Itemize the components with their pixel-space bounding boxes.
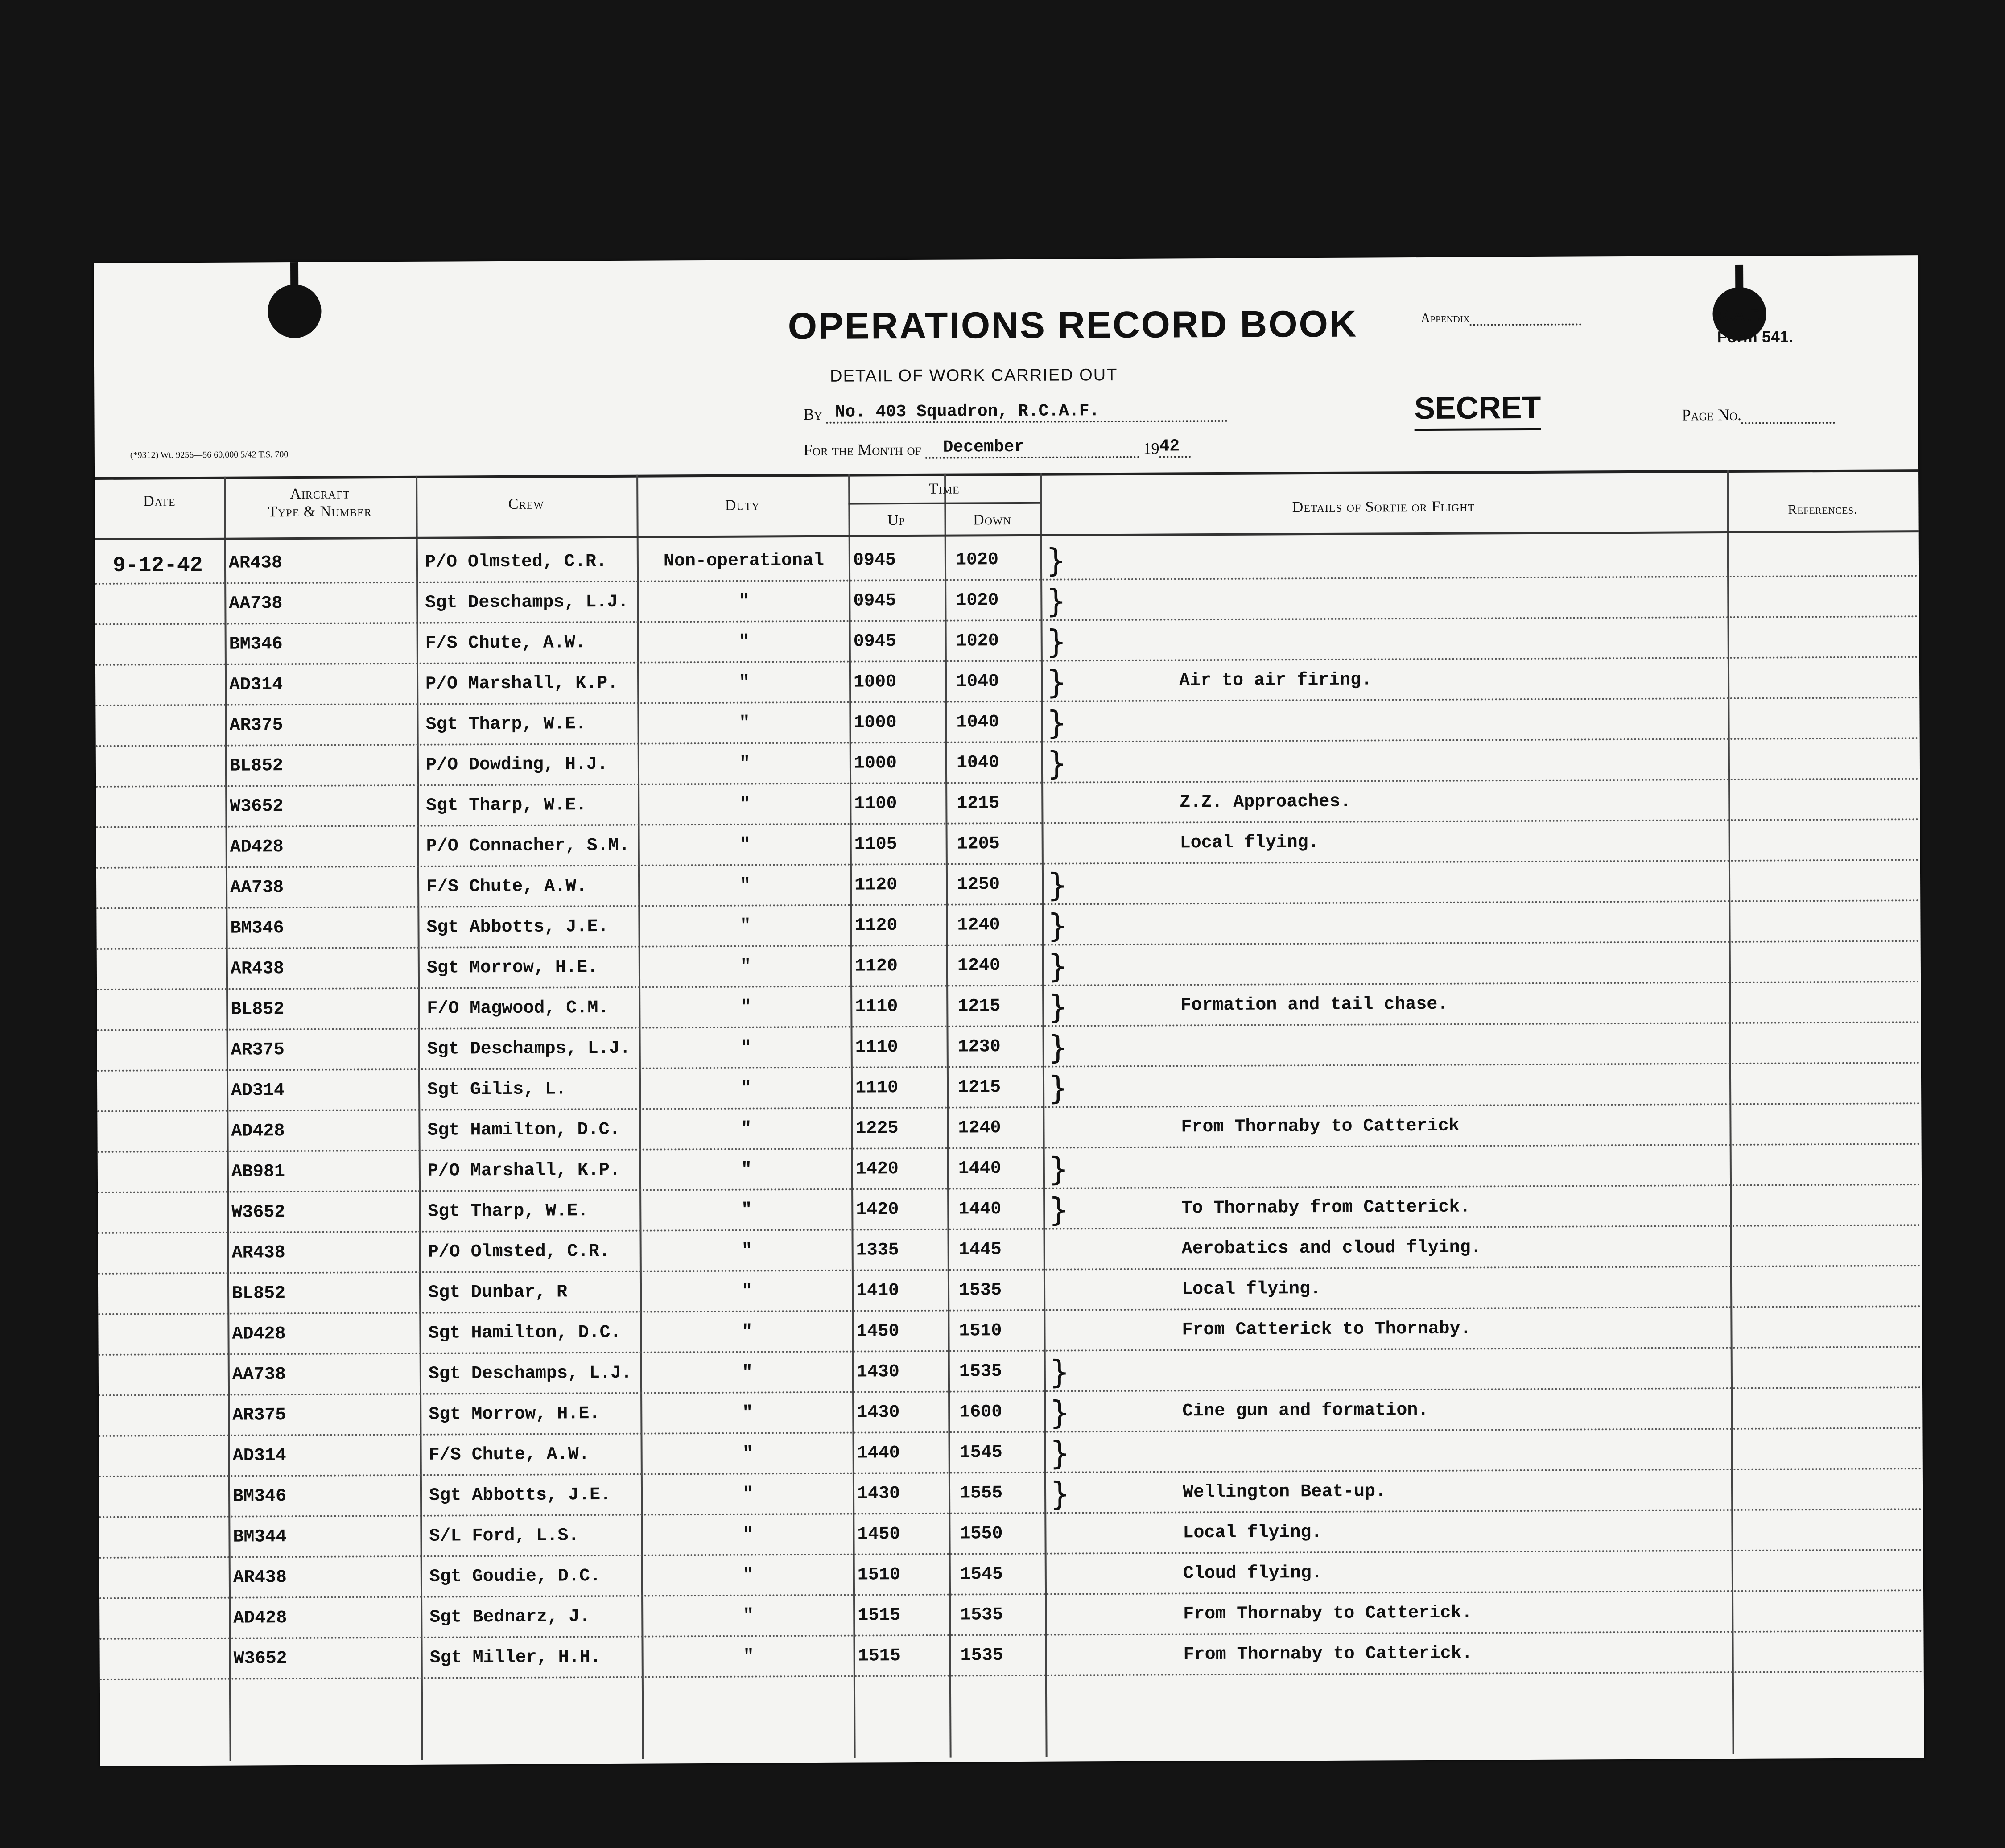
group-brace: } [1048, 1069, 1069, 1107]
crew-cell: F/S Chute, A.W. [429, 1444, 590, 1465]
column-header-crew: Crew [508, 495, 544, 512]
crew-cell: Sgt Miller, H.H. [429, 1647, 601, 1668]
duty-cell: " [741, 1119, 752, 1139]
table-row [99, 1388, 1922, 1437]
crew-cell: Sgt Gilis, L. [427, 1079, 567, 1100]
crew-cell: Sgt Tharp, W.E. [425, 714, 586, 735]
table-row [96, 820, 1920, 869]
time-down-cell: 1545 [960, 1564, 1003, 1585]
table-row [98, 1307, 1922, 1356]
time-down-cell: 1555 [959, 1483, 1003, 1504]
aircraft-cell: AR375 [232, 1405, 286, 1426]
aircraft-cell: AD428 [232, 1324, 286, 1345]
group-brace: } [1045, 541, 1066, 579]
time-up-cell: 1225 [855, 1118, 899, 1139]
details-cell: Wellington Beat-up. [1182, 1481, 1386, 1503]
group-brace: } [1046, 704, 1067, 742]
time-down-cell: 1535 [960, 1605, 1003, 1625]
time-down-cell: 1020 [955, 550, 999, 570]
time-down-cell: 1535 [958, 1280, 1002, 1301]
aircraft-cell: AD314 [231, 1081, 285, 1101]
aircraft-cell: W3652 [231, 1202, 285, 1223]
time-down-cell: 1545 [959, 1443, 1002, 1463]
time-up-cell: 0945 [853, 631, 896, 652]
crew-cell: Sgt Deschamps, L.J. [428, 1363, 632, 1384]
time-down-cell: 1215 [957, 996, 1001, 1017]
crew-cell: Sgt Goudie, D.C. [429, 1566, 601, 1587]
time-down-cell: 1020 [956, 590, 999, 611]
column-header-time: Time [928, 480, 960, 497]
duty-cell: " [740, 957, 751, 977]
page-title: OPERATIONS RECORD BOOK [788, 302, 1358, 347]
table-row [97, 1023, 1921, 1072]
page-label: Page No. [1682, 405, 1742, 424]
table-row [99, 1551, 1923, 1599]
time-up-cell: 1110 [855, 997, 898, 1017]
crew-cell: Sgt Morrow, H.E. [426, 957, 598, 978]
duty-cell: " [742, 1484, 754, 1505]
duty-cell: " [743, 1565, 754, 1586]
table-row [95, 658, 1919, 706]
column-header-duty: Duty [725, 497, 760, 514]
column-header-up: Up [887, 512, 906, 529]
table-row [99, 1429, 1922, 1477]
group-brace: } [1048, 988, 1069, 1026]
group-brace: } [1047, 907, 1068, 945]
crew-cell: P/O Dowding, H.J. [425, 754, 608, 776]
time-up-cell: 1410 [856, 1281, 899, 1301]
duty-cell: " [743, 1646, 754, 1667]
details-cell: From Catterick to Thornaby. [1182, 1319, 1471, 1341]
crew-cell: P/O Olmsted, C.R. [428, 1241, 610, 1262]
year-value: 42 [1159, 437, 1190, 458]
duty-cell: " [742, 1362, 753, 1383]
table-row [96, 780, 1920, 828]
duty-cell: " [740, 1038, 751, 1058]
duty-cell: " [743, 1525, 754, 1545]
time-up-cell: 1440 [857, 1443, 900, 1464]
aircraft-cell: AA738 [232, 1365, 286, 1385]
crew-cell: F/S Chute, A.W. [426, 876, 587, 897]
group-brace: } [1047, 866, 1068, 904]
crew-cell: S/L Ford, L.S. [429, 1526, 579, 1547]
time-down-cell: 1040 [956, 753, 1000, 773]
table-row [97, 982, 1921, 1031]
aircraft-cell: BL852 [231, 999, 285, 1020]
group-brace: } [1047, 947, 1068, 985]
column-header-date: Date [143, 493, 176, 510]
table-row [99, 1510, 1923, 1559]
time-down-cell: 1040 [956, 712, 999, 733]
crew-cell: Sgt Bednarz, J. [429, 1607, 590, 1628]
details-cell: Aerobatics and cloud flying. [1181, 1238, 1481, 1259]
column-header-details: Details of Sortie or Flight [1292, 498, 1475, 516]
group-brace: } [1046, 663, 1067, 701]
aircraft-cell: AA738 [229, 594, 283, 614]
group-brace: } [1048, 1191, 1069, 1229]
aircraft-cell: BL852 [229, 756, 284, 776]
duty-cell: " [742, 1322, 753, 1342]
time-down-cell: 1215 [957, 793, 1000, 814]
table-row [99, 1348, 1922, 1396]
duty-cell: " [742, 1403, 753, 1423]
time-down-cell: 1240 [957, 956, 1001, 976]
duty-cell: " [740, 997, 751, 1018]
duty-cell: " [739, 875, 751, 896]
time-down-cell: 1445 [958, 1240, 1002, 1260]
crew-cell: Sgt Deschamps, L.J. [427, 1038, 631, 1060]
duty-cell: Non-operational [663, 550, 825, 572]
table-row [97, 942, 1921, 990]
crew-cell: Sgt Morrow, H.E. [429, 1404, 600, 1425]
duty-cell: " [742, 1444, 753, 1464]
time-up-cell: 1110 [855, 1037, 898, 1058]
duty-cell: " [739, 672, 750, 693]
time-up-cell: 0945 [853, 591, 896, 611]
details-cell: Local flying. [1180, 833, 1319, 854]
duty-cell: " [741, 1159, 752, 1180]
month-value: December [925, 437, 1139, 459]
time-up-cell: 1430 [856, 1362, 899, 1382]
duty-cell: " [743, 1606, 754, 1626]
column-header-aircraft-line2: Type & Number [268, 503, 372, 520]
year-prefix: 19 [1143, 439, 1159, 458]
table-row [98, 1145, 1922, 1193]
time-up-cell: 1450 [856, 1321, 899, 1342]
table-row [97, 1104, 1921, 1153]
crew-cell: Sgt Abbotts, J.E. [426, 916, 609, 938]
appendix-blank [1470, 314, 1581, 326]
time-up-cell: 1120 [854, 956, 898, 977]
crew-cell: P/O Marshall, K.P. [427, 1160, 621, 1181]
table-row [96, 861, 1920, 909]
crew-cell: F/O Magwood, C.M. [427, 998, 609, 1019]
time-up-cell: 1510 [857, 1565, 900, 1585]
page-number-line [1682, 405, 1835, 424]
crew-cell: Sgt Hamilton, D.C. [428, 1322, 621, 1344]
details-cell: Z.Z. Approaches. [1180, 792, 1351, 813]
table-row [95, 577, 1919, 625]
group-brace: } [1048, 1150, 1069, 1188]
details-cell: Cloud flying. [1183, 1563, 1323, 1584]
time-up-cell: 1420 [855, 1159, 899, 1180]
column-header-aircraft [224, 485, 416, 521]
time-up-cell: 1110 [855, 1078, 899, 1098]
group-brace: } [1049, 1475, 1071, 1513]
details-cell: Local flying. [1183, 1522, 1322, 1543]
aircraft-cell: BM346 [229, 634, 283, 655]
squadron-value: No. 403 Squadron, R.C.A.F. [826, 401, 1227, 424]
time-up-cell: 1515 [858, 1605, 901, 1626]
aircraft-cell: AB981 [231, 1162, 285, 1182]
aircraft-cell: AR438 [230, 959, 285, 979]
aircraft-cell: AD428 [231, 1121, 285, 1142]
duty-cell: " [738, 632, 750, 652]
duty-cell: " [739, 835, 751, 855]
group-brace: } [1049, 1434, 1070, 1472]
aircraft-cell: AR438 [231, 1243, 285, 1263]
aircraft-cell: AR438 [233, 1568, 287, 1588]
duty-cell: " [738, 591, 750, 612]
time-down-cell: 1600 [959, 1402, 1002, 1423]
aircraft-cell: BL852 [231, 1283, 286, 1304]
aircraft-cell: AR375 [231, 1040, 285, 1060]
table-row [98, 1266, 1922, 1315]
time-down-cell: 1440 [958, 1159, 1001, 1179]
time-down-cell: 1440 [958, 1199, 1002, 1220]
time-down-cell: 1040 [956, 672, 999, 692]
time-down-cell: 1230 [957, 1037, 1001, 1057]
time-down-cell: 1205 [957, 834, 1000, 854]
table-row [99, 1632, 1923, 1680]
details-cell: From Thornaby to Catterick [1181, 1116, 1460, 1138]
appendix-line [1420, 310, 1581, 326]
crew-cell: Sgt Abbotts, J.E. [429, 1485, 611, 1506]
details-cell: From Thornaby to Catterick. [1183, 1643, 1473, 1665]
duty-cell: " [741, 1241, 752, 1261]
aircraft-cell: AR375 [229, 715, 283, 736]
table-top-rule [95, 469, 1918, 480]
table-row [99, 1591, 1923, 1640]
form-code-line1: R.A.F. [1717, 306, 1762, 325]
time-down-cell: 1215 [957, 1077, 1001, 1098]
by-label: By [803, 405, 822, 424]
time-up-cell: 1100 [854, 794, 897, 814]
time-up-cell: 1430 [857, 1402, 900, 1423]
group-brace: } [1048, 1028, 1069, 1066]
appendix-label: Appendix [1420, 310, 1470, 326]
crew-cell: Sgt Hamilton, D.C. [427, 1119, 620, 1141]
time-up-cell: 1120 [854, 875, 898, 895]
month-line [804, 437, 1191, 459]
form-code [1717, 305, 1793, 348]
aircraft-cell: BM346 [230, 918, 284, 939]
details-cell: Air to air firing. [1179, 670, 1372, 691]
duty-cell: " [740, 916, 751, 936]
aircraft-cell: AD428 [233, 1608, 287, 1629]
details-cell: From Thornaby to Catterick. [1183, 1603, 1473, 1625]
table-row [95, 536, 1919, 585]
aircraft-cell: BM346 [232, 1486, 287, 1507]
time-down-cell: 1535 [959, 1361, 1002, 1382]
aircraft-cell: AD428 [230, 837, 284, 858]
time-up-cell: 1000 [854, 713, 897, 733]
table-row [97, 1064, 1921, 1112]
duty-cell: " [740, 1078, 752, 1099]
form-code-line2: Form 541. [1717, 327, 1793, 346]
time-up-cell: 1000 [854, 672, 897, 693]
crew-cell: F/S Chute, A.W. [425, 633, 586, 654]
time-down-cell: 1550 [960, 1524, 1003, 1544]
time-up-cell: 1450 [857, 1524, 900, 1545]
time-up-cell: 1105 [854, 834, 897, 855]
table-row [98, 1185, 1922, 1234]
time-up-cell: 1515 [858, 1646, 901, 1666]
record-sheet [94, 255, 1924, 1766]
crew-cell: P/O Olmsted, C.R. [425, 551, 607, 573]
table-row [96, 901, 1920, 950]
table-row [96, 739, 1920, 788]
punch-hole-left [268, 285, 322, 338]
aircraft-cell: W3652 [233, 1649, 287, 1669]
time-up-cell: 1430 [857, 1484, 900, 1504]
time-down-cell: 1535 [960, 1646, 1003, 1666]
crew-cell: Sgt Tharp, W.E. [426, 795, 587, 816]
table-row [99, 1469, 1923, 1518]
duty-cell: " [739, 794, 751, 815]
time-up-cell: 1000 [854, 753, 897, 774]
aircraft-cell: W3652 [230, 796, 284, 817]
month-label: For the Month of [803, 440, 921, 459]
time-up-cell: 1120 [854, 916, 898, 936]
aircraft-cell: AD314 [232, 1446, 286, 1466]
group-brace: } [1046, 582, 1067, 620]
details-cell: Formation and tail chase. [1180, 994, 1448, 1016]
group-brace: } [1046, 623, 1067, 660]
group-brace: } [1049, 1394, 1070, 1431]
crew-cell: Sgt Deschamps, L.J. [425, 592, 629, 613]
duty-cell: " [739, 754, 751, 774]
details-cell: Local flying. [1181, 1279, 1321, 1300]
table-row [95, 698, 1919, 747]
crew-cell: Sgt Dunbar, R [428, 1282, 568, 1303]
time-up-cell: 1420 [856, 1200, 899, 1220]
column-header-aircraft-line1: Aircraft [290, 485, 350, 503]
group-brace: } [1049, 1353, 1070, 1391]
crew-cell: P/O Connacher, S.M. [426, 835, 630, 857]
time-up-cell: 0945 [853, 550, 896, 571]
aircraft-cell: BM344 [233, 1527, 287, 1547]
aircraft-cell: AD314 [229, 675, 283, 695]
date-cell: 9-12-42 [112, 553, 203, 578]
table-row [98, 1226, 1922, 1275]
classification-stamp: SECRET [1414, 390, 1541, 431]
print-code: (*9312) Wt. 9256—56 60,000 5/42 T.S. 700 [130, 450, 289, 460]
time-down-cell: 1250 [957, 874, 1000, 895]
time-down-cell: 1240 [958, 1118, 1001, 1138]
crew-cell: Sgt Tharp, W.E. [428, 1201, 589, 1222]
duty-cell: " [739, 713, 750, 734]
aircraft-cell: AR438 [228, 553, 283, 573]
table-row [95, 617, 1919, 666]
group-brace: } [1046, 744, 1067, 782]
details-cell: To Thornaby from Catterick. [1181, 1197, 1471, 1219]
squadron-line [803, 401, 1227, 424]
column-header-references: References. [1788, 502, 1858, 517]
time-down-cell: 1240 [957, 915, 1000, 936]
crew-cell: P/O Marshall, K.P. [425, 673, 619, 694]
time-down-cell: 1510 [959, 1321, 1002, 1341]
column-header-down: Down [973, 512, 1012, 528]
page-subtitle: DETAIL OF WORK CARRIED OUT [830, 365, 1118, 386]
aircraft-cell: AA738 [230, 878, 284, 898]
duty-cell: " [741, 1281, 753, 1302]
details-cell: Cine gun and formation. [1182, 1400, 1429, 1422]
time-up-cell: 1335 [856, 1240, 899, 1261]
time-down-cell: 1020 [956, 631, 999, 652]
page-number-blank [1741, 413, 1835, 424]
duty-cell: " [741, 1200, 752, 1221]
